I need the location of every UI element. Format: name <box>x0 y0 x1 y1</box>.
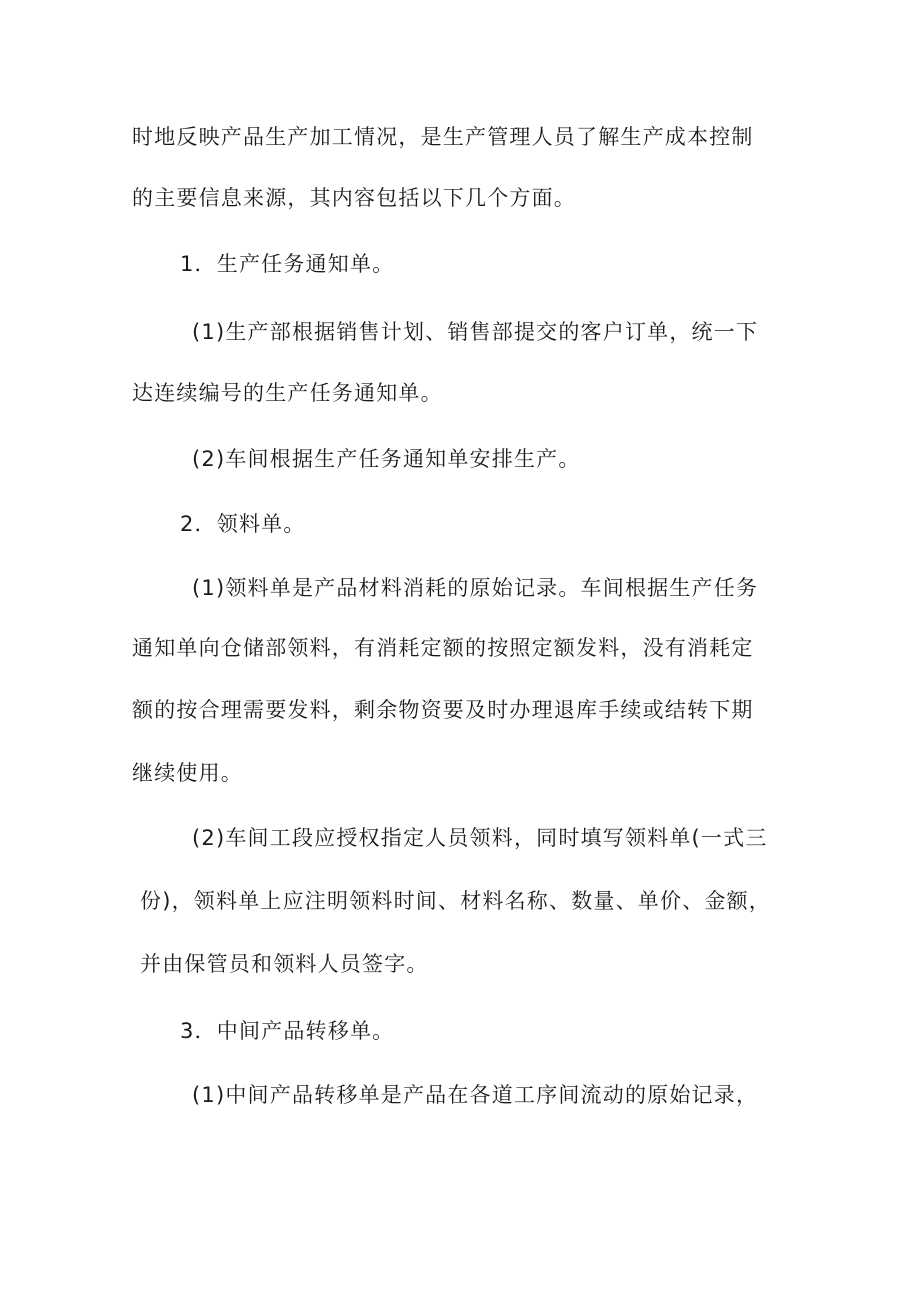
paragraph-1-line-1: 时地反映产品生产加工情况，是生产管理人员了解生产成本控制 <box>132 125 754 149</box>
item-2-1-line-1: (1)领料单是产品材料消耗的原始记录。车间根据生产任务 <box>192 576 759 600</box>
item-3-1-line-1: (1)中间产品转移单是产品在各道工序间流动的原始记录， <box>192 1083 759 1107</box>
item-2-1-line-4: 继续使用。 <box>132 761 243 785</box>
section-heading-2: 2．领料单。 <box>180 512 306 536</box>
item-2-2-line-3: 并由保管员和领料人员签字。 <box>140 952 429 976</box>
item-2-1-line-3: 额的按合理需要发料，剩余物资要及时办理退库手续或结转下期 <box>132 698 754 722</box>
item-2-1-line-2: 通知单向仓储部领料，有消耗定额的按照定额发料，没有消耗定 <box>132 636 754 660</box>
section-heading-1: 1．生产任务通知单。 <box>180 252 395 276</box>
item-2-2-line-2: 份)，领料单上应注明领料时间、材料名称、数量、单价、金额， <box>140 889 771 913</box>
item-2-2-line-1: (2)车间工段应授权指定人员领料，同时填写领料单(一式三 <box>192 826 768 850</box>
item-1-2-line-1: (2)车间根据生产任务通知单安排生产。 <box>192 447 581 471</box>
section-heading-3: 3．中间产品转移单。 <box>180 1019 395 1043</box>
item-1-1-line-2: 达连续编号的生产任务通知单。 <box>132 381 443 405</box>
paragraph-1-line-2: 的主要信息来源，其内容包括以下几个方面。 <box>132 186 576 210</box>
item-1-1-line-1: (1)生产部根据销售计划、销售部提交的客户订单，统一下 <box>192 320 759 344</box>
